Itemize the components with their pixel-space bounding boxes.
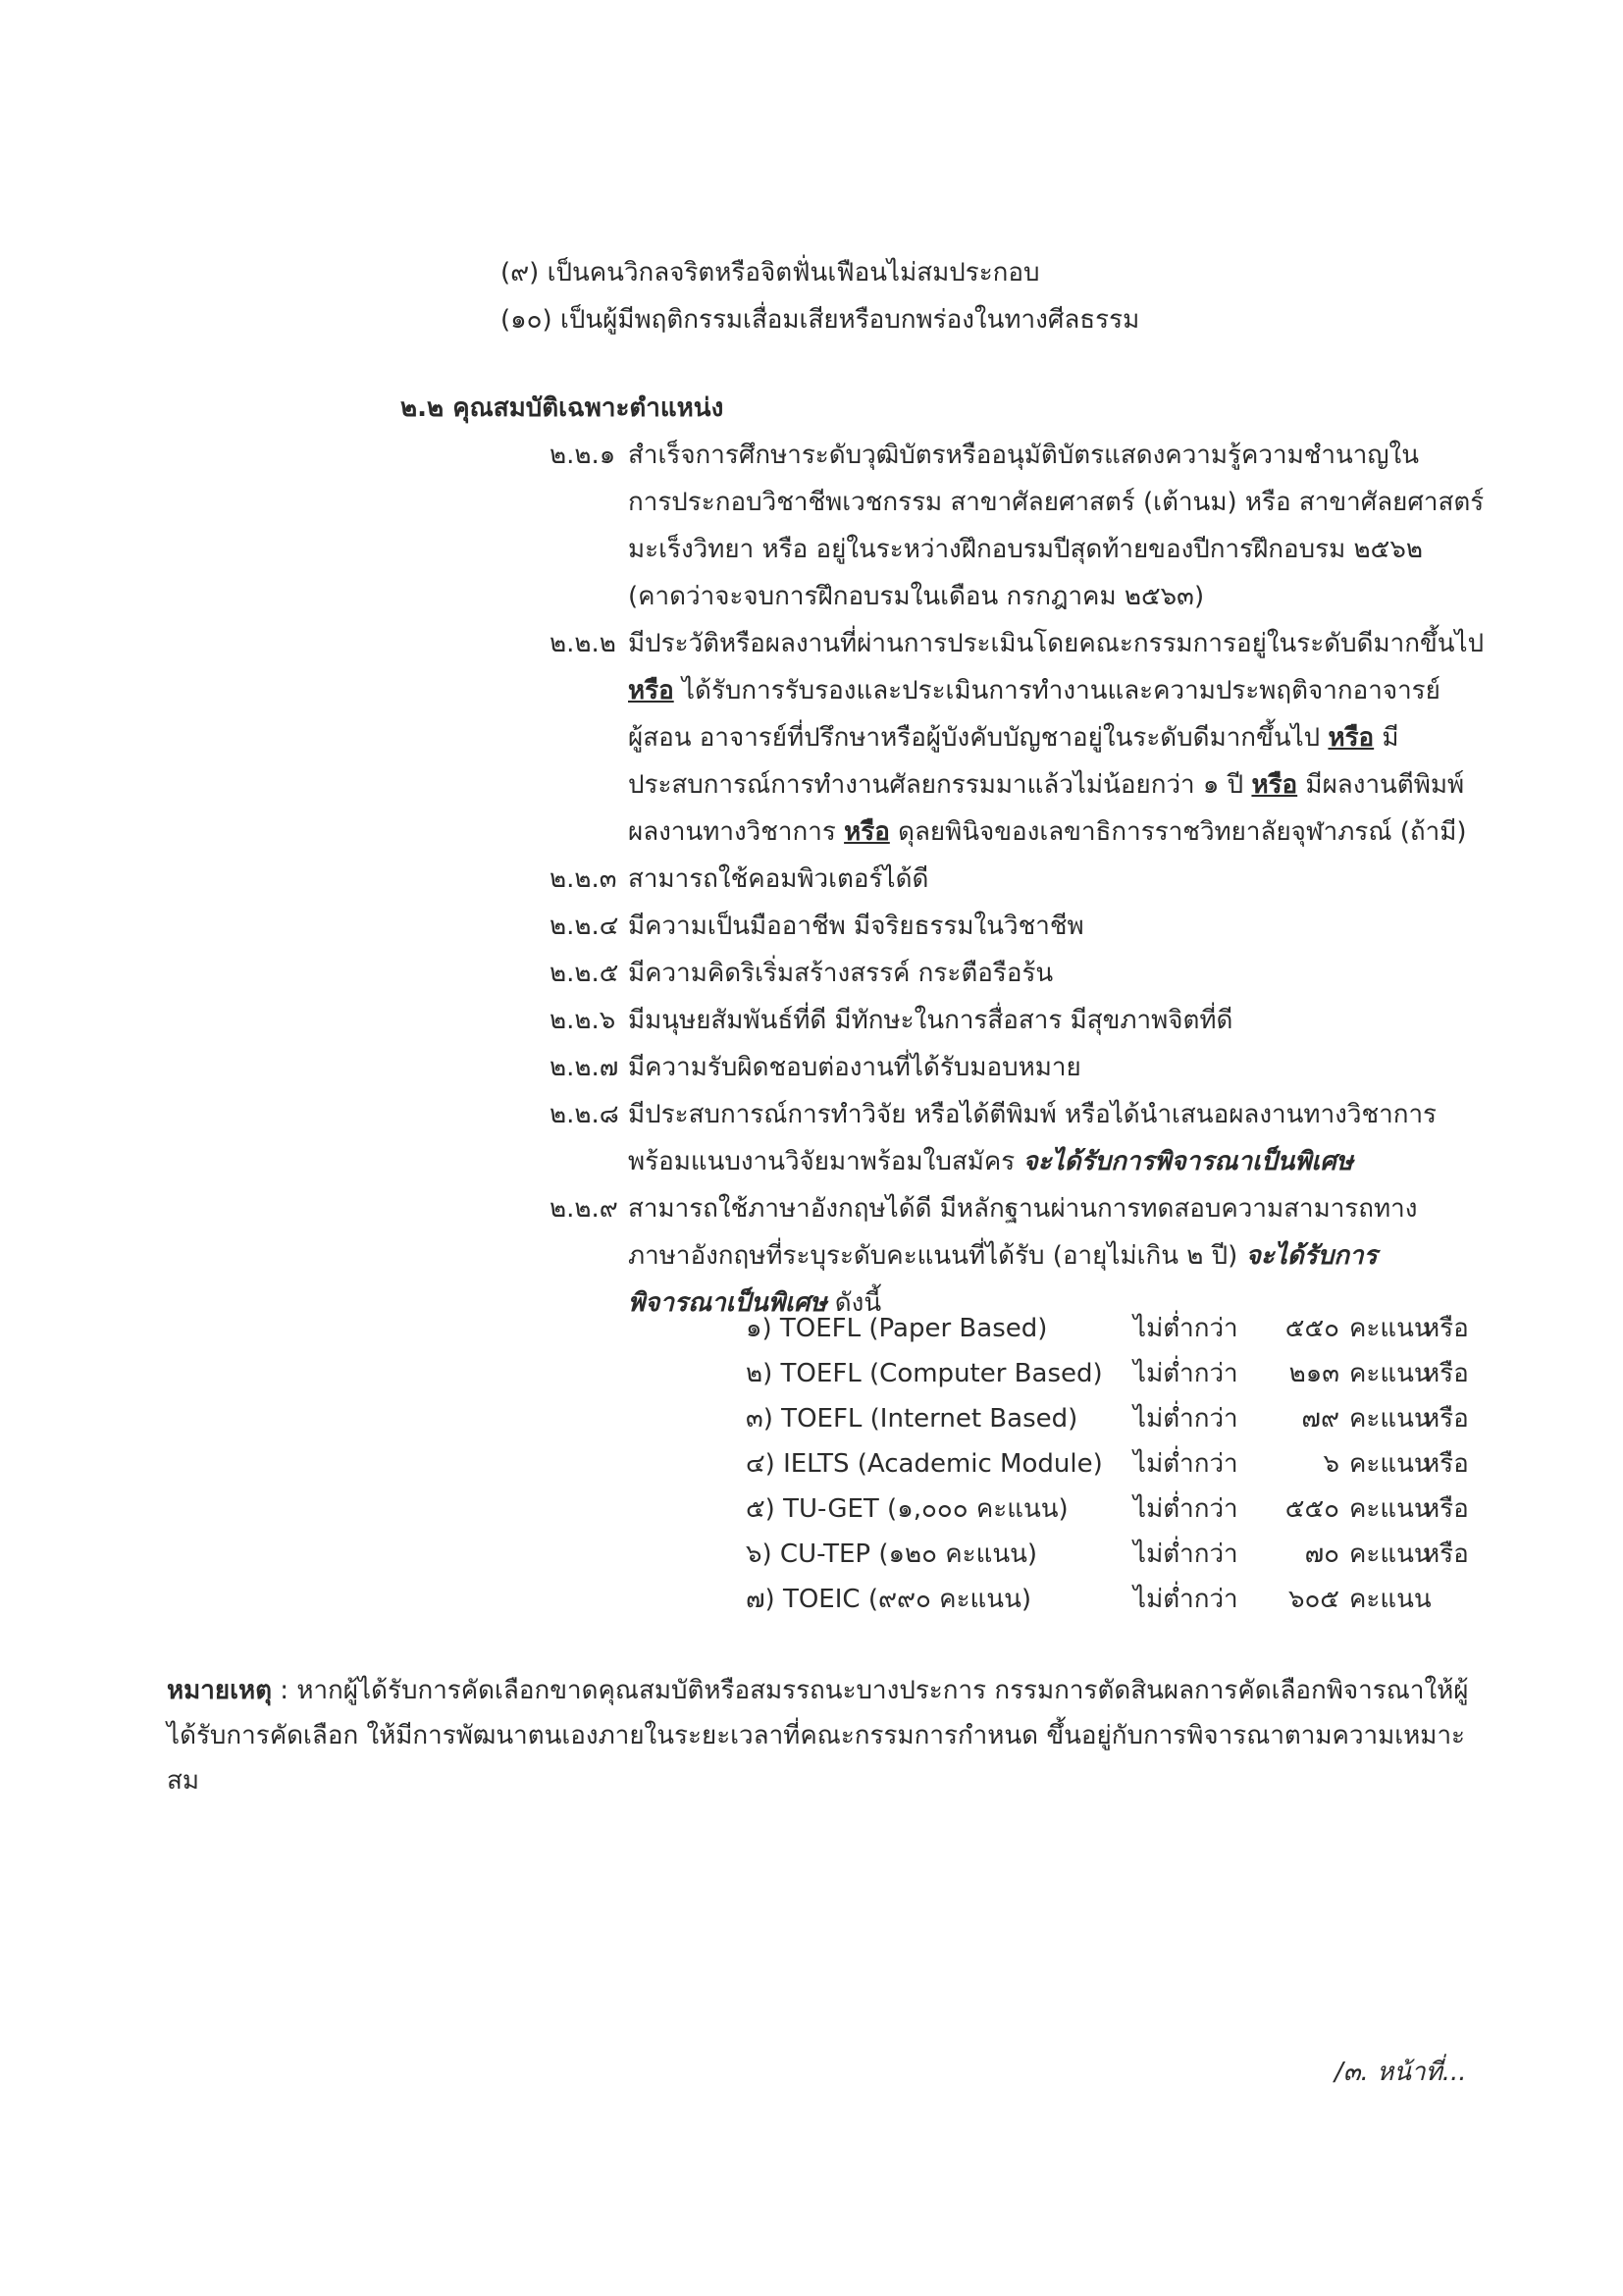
item-10-label: (๑๐) (500, 305, 552, 335)
item-num-2-2-6: ๒.๒.๖ (550, 1006, 616, 1035)
item-2-2-5-text: มีความคิดริเริ่มสร้างสรรค์ กระตือรือร้น (628, 959, 1054, 988)
score-unit: คะแนน (1349, 1585, 1432, 1614)
item-num-2-2-7: ๒.๒.๗ (550, 1053, 619, 1082)
score-row (746, 1399, 1472, 1438)
item-2-2-9-line: สามารถใช้ภาษาอังกฤษได้ดี มีหลักฐานผ่านการทดสอบความสามารถทาง (628, 1194, 1418, 1224)
test-name: ๑) TOEFL (Paper Based) (746, 1314, 1048, 1343)
item-2-2-1-line: สำเร็จการศึกษาระดับวุฒิบัตรหรืออนุมัติบัตรแสดงความรู้ความชำนาญใน (628, 441, 1419, 470)
min-label: ไม่ต่ำกว่า (1133, 1585, 1238, 1614)
score-unit: คะแนน (1349, 1539, 1432, 1569)
special-consideration: พิจารณาเป็นพิเศษ (628, 1288, 827, 1318)
item-9 (500, 253, 1040, 292)
test-name: ๗) TOEIC (๙๙๐ คะแนน) (746, 1585, 1031, 1614)
score-unit: คะแนน (1349, 1494, 1432, 1524)
min-label: ไม่ต่ำกว่า (1133, 1449, 1238, 1479)
score-row (746, 1444, 1472, 1484)
line-text: มี (1374, 723, 1399, 753)
line-text: มีผลงานตีพิมพ์ (1297, 770, 1465, 800)
item-2-2-2-line (628, 718, 1399, 757)
test-name: ๕) TU-GET (๑,๐๐๐ คะแนน) (746, 1494, 1069, 1524)
min-score: ๒๑๓ (1288, 1359, 1339, 1388)
item-num-2-2-5: ๒.๒.๕ (550, 959, 619, 988)
remark-paragraph (167, 1668, 1472, 1803)
score-unit: คะแนน (1349, 1359, 1432, 1388)
min-score: ๖ (1323, 1449, 1339, 1479)
line-text: พร้อมแนบงานวิจัยมาพร้อมใบสมัคร (628, 1147, 1023, 1176)
special-consideration: จะได้รับการพิจารณาเป็นพิเศษ (1022, 1147, 1353, 1176)
score-row (746, 1535, 1472, 1574)
item-2-2-2-line (628, 671, 1440, 710)
min-label: ไม่ต่ำกว่า (1133, 1404, 1238, 1434)
page-continuation: /๓. หน้าที่... (1335, 2058, 1467, 2087)
item-2-2-6-text: มีมนุษยสัมพันธ์ที่ดี มีทักษะในการสื่อสาร มีสุขภาพจิตที่ดี (628, 1006, 1233, 1035)
min-score: ๕๕๐ (1284, 1314, 1339, 1343)
item-num-2-2-9: ๒.๒.๙ (550, 1194, 618, 1224)
or-label: หรือ (1423, 1494, 1469, 1524)
item-2-2-7-text: มีความรับผิดชอบต่องานที่ได้รับมอบหมาย (628, 1053, 1081, 1082)
item-2-2-1-line: การประกอบวิชาชีพเวชกรรม สาขาศัลยศาสตร์ (เต้านม) หรือ สาขาศัลยศาสตร์ (628, 488, 1485, 517)
or-emphasis: หรือ (1328, 723, 1375, 753)
or-emphasis: หรือ (1251, 770, 1298, 800)
line-text: ผลงานทางวิชาการ (628, 817, 845, 847)
item-10 (500, 300, 1139, 339)
score-row (746, 1580, 1472, 1619)
item-2-2-3-text: สามารถใช้คอมพิวเตอร์ได้ดี (628, 864, 929, 894)
score-row (746, 1489, 1472, 1529)
line-text: ประสบการณ์การทำงานศัลยกรรมมาแล้วไม่น้อยกว่า ๑ ปี (628, 770, 1252, 800)
min-label: ไม่ต่ำกว่า (1133, 1494, 1238, 1524)
item-2-2-2-line (628, 812, 1467, 852)
special-consideration: จะได้รับการ (1245, 1241, 1378, 1271)
line-text: ภาษาอังกฤษที่ระบุระดับคะแนนที่ได้รับ (อายุไม่เกิน ๒ ปี) (628, 1241, 1246, 1271)
item-2-2-9-line (628, 1236, 1378, 1276)
score-unit: คะแนน (1349, 1314, 1432, 1343)
min-label: ไม่ต่ำกว่า (1133, 1314, 1238, 1343)
item-num-2-2-1: ๒.๒.๑ (550, 441, 616, 470)
or-emphasis: หรือ (628, 676, 674, 705)
item-2-2-2-line (628, 765, 1464, 805)
or-label: หรือ (1423, 1359, 1469, 1388)
item-2-2-4-text: มีความเป็นมืออาชีพ มีจริยธรรมในวิชาชีพ (628, 912, 1084, 941)
min-label: ไม่ต่ำกว่า (1133, 1359, 1238, 1388)
min-label: ไม่ต่ำกว่า (1133, 1539, 1238, 1569)
test-name: ๔) IELTS (Academic Module) (746, 1449, 1103, 1479)
or-label: หรือ (1423, 1449, 1469, 1479)
item-num-2-2-8: ๒.๒.๘ (550, 1100, 619, 1129)
line-text: ได้รับการรับรองและประเมินการทำงานและความประพฤติจากอาจารย์ (673, 676, 1440, 705)
item-9-label: (๙) (500, 258, 540, 287)
item-num-2-2-4: ๒.๒.๔ (550, 912, 619, 941)
score-row (746, 1309, 1472, 1348)
section-heading: ๒.๒ คุณสมบัติเฉพาะตำแหน่ง (400, 393, 724, 423)
min-score: ๗๙ (1301, 1404, 1339, 1434)
item-2-2-1-line: มะเร็งวิทยา หรือ อยู่ในระหว่างฝึกอบรมปีสุดท้ายของปีการฝึกอบรม ๒๕๖๒ (628, 535, 1423, 564)
min-score: ๖๐๕ (1287, 1585, 1339, 1614)
line-text: ผู้สอน อาจารย์ที่ปรึกษาหรือผู้บังคับบัญชาอยู่ในระดับดีมากขึ้นไป (628, 723, 1329, 753)
item-9-text: เป็นคนวิกลจริตหรือจิตฟั่นเฟือนไม่สมประกอบ (547, 258, 1040, 287)
item-2-2-8-line (628, 1142, 1353, 1181)
score-unit: คะแนน (1349, 1449, 1432, 1479)
or-label: หรือ (1423, 1404, 1469, 1434)
line-text: ดุลยพินิจของเลขาธิการราชวิทยาลัยจุฬาภรณ์ (ถ้ามี) (889, 817, 1467, 847)
or-label: หรือ (1423, 1314, 1469, 1343)
min-score: ๗๐ (1304, 1539, 1339, 1569)
item-2-2-8-line: มีประสบการณ์การทำวิจัย หรือได้ตีพิมพ์ หรือได้นำเสนอผลงานทางวิชาการ (628, 1100, 1438, 1129)
score-unit: คะแนน (1349, 1404, 1432, 1434)
item-num-2-2-2: ๒.๒.๒ (550, 629, 616, 658)
min-score: ๕๕๐ (1284, 1494, 1339, 1524)
item-num-2-2-3: ๒.๒.๓ (550, 864, 617, 894)
item-10-text: เป็นผู้มีพฤติกรรมเสื่อมเสียหรือบกพร่องในทางศีลธรรม (559, 305, 1140, 335)
or-label: หรือ (1423, 1539, 1469, 1569)
line-text: ดังนี้ (826, 1288, 882, 1318)
item-2-2-2-line: มีประวัติหรือผลงานที่ผ่านการประเมินโดยคณะกรรมการอยู่ในระดับดีมากขึ้นไป (628, 629, 1485, 658)
test-name: ๓) TOEFL (Internet Based) (746, 1404, 1078, 1434)
remark-label: หมายเหตุ (167, 1676, 273, 1705)
test-name: ๖) CU-TEP (๑๒๐ คะแนน) (746, 1539, 1038, 1569)
remark-text: : หากผู้ได้รับการคัดเลือกขาดคุณสมบัติหรือสมรรถนะบางประการ กรรมการตัดสินผลการคัดเลือกพิจารณาให้ผู้ได้รับการคัดเลือก ให้มีการพัฒนาตนเองภายในระยะเวลาที่คณะกรรมการกำหนด ขึ้นอยู่กับการพิจารณาตามความเหมาะสม (167, 1676, 1469, 1796)
or-emphasis: หรือ (844, 817, 890, 847)
score-row (746, 1354, 1472, 1393)
item-2-2-1-line: (คาดว่าจะจบการฝึกอบรมในเดือน กรกฎาคม ๒๕๖๓) (628, 582, 1205, 611)
test-name: ๒) TOEFL (Computer Based) (746, 1359, 1103, 1388)
